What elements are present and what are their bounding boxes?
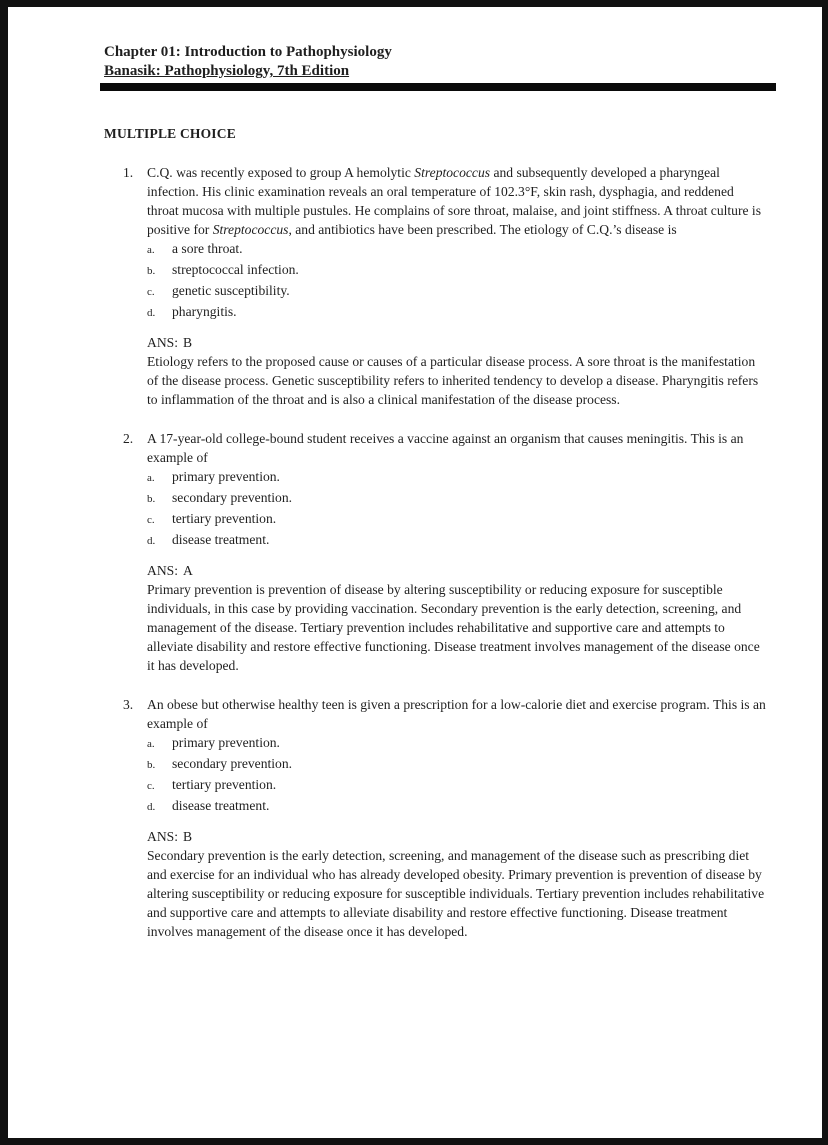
answer-letter: A: [182, 563, 193, 578]
question-item: [104, 163, 768, 409]
option-letter: b.: [147, 759, 156, 771]
option-text: disease treatment.: [172, 532, 270, 547]
question-item: [104, 429, 768, 675]
option-letter: c.: [147, 514, 155, 526]
option-row: [147, 302, 768, 323]
option-letter: d.: [147, 535, 156, 547]
option-text: tertiary prevention.: [172, 777, 277, 792]
answer-label: ANS:: [147, 335, 178, 350]
option-row: [147, 733, 768, 754]
section-heading: MULTIPLE CHOICE: [104, 126, 236, 141]
option-text: pharyngitis.: [172, 304, 237, 319]
answer-line: [147, 827, 768, 846]
option-letter: c.: [147, 780, 155, 792]
question-body: [147, 695, 768, 941]
option-letter: c.: [147, 286, 155, 298]
option-letter: b.: [147, 265, 156, 277]
chapter-title: Chapter 01: Introduction to Pathophysiology: [104, 44, 392, 60]
document-header: [104, 43, 768, 91]
answer-block: [147, 561, 768, 675]
answer-letter: B: [182, 829, 193, 844]
page-content: [8, 7, 822, 941]
answer-block: [147, 333, 768, 409]
question-stem: A 17-year-old college-bound student receives a vaccine against an organism that causes meningitis. This is an example of: [147, 431, 744, 465]
book-edition-title: Banasik: Pathophysiology, 7th Edition: [104, 63, 350, 79]
option-letter: a.: [147, 472, 155, 484]
option-row: [147, 281, 768, 302]
option-row: [147, 239, 768, 260]
option-row: [147, 488, 768, 509]
option-letter: a.: [147, 738, 155, 750]
option-text: streptococcal infection.: [172, 262, 299, 277]
questions-list: [104, 163, 768, 941]
option-text: genetic susceptibility.: [172, 283, 290, 298]
answer-letter: B: [182, 335, 193, 350]
option-text: a sore throat.: [172, 241, 243, 256]
question-body: [147, 163, 768, 409]
answer-line: [147, 333, 768, 352]
question-number: 1.: [123, 165, 134, 180]
answer-line: [147, 561, 768, 580]
option-text: primary prevention.: [172, 469, 280, 484]
option-letter: d.: [147, 307, 156, 319]
option-text: disease treatment.: [172, 798, 270, 813]
option-row: [147, 530, 768, 551]
answer-block: [147, 827, 768, 941]
answer-label: ANS:: [147, 563, 178, 578]
option-text: secondary prevention.: [172, 490, 293, 505]
option-letter: d.: [147, 801, 156, 813]
answer-rationale: Primary prevention is prevention of disease by altering susceptibility or reducing exposure for susceptible individuals, in this case by providing vaccination. Secondary prevention is the early detection, screening, and management of the disease. Tertiary prevention includes rehabilitative and supportive care and attempts to alleviate disability and restore effective functioning. Disease treatment involves management of the disease once it has developed.: [147, 582, 760, 673]
document-page: [8, 7, 822, 1138]
answer-rationale: Etiology refers to the proposed cause or causes of a particular disease process. A sore throat is the manifestation of the disease process. Genetic susceptibility refers to inherited tendency to develop a disease. Pharyngitis refers to inflammation of the throat and is also a clinical manifestation of the disease process.: [147, 354, 759, 407]
answer-label: ANS:: [147, 829, 178, 844]
options-list: [147, 239, 768, 323]
answer-rationale: Secondary prevention is the early detection, screening, and management of the disease such as prescribing diet and exercise for an individual who has already developed obesity. Primary prevention is prevention of disease by altering susceptibility or reducing exposure for susceptible individuals. Tertiary prevention includes rehabilitative and supportive care and attempts to alleviate disability and restore effective functioning. Disease treatment involves management of the disease once it has developed.: [147, 848, 765, 939]
option-row: [147, 467, 768, 488]
option-row: [147, 260, 768, 281]
question-stem: An obese but otherwise healthy teen is given a prescription for a low-calorie diet and exercise program. This is an example of: [147, 697, 766, 731]
question-stem: C.Q. was recently exposed to group A hemolytic Streptococcus and subsequently developed a pharyngeal infection. His clinic examination reveals an oral temperature of 102.3°F, skin rash, dysphagia, and reddened throat mucosa with multiple pustules. He complains of sore throat, malaise, and joint stiffness. A throat culture is positive for Streptococcus, and antibiotics have been prescribed. The etiology of C.Q.’s disease is: [147, 165, 762, 237]
option-row: [147, 796, 768, 817]
option-text: secondary prevention.: [172, 756, 293, 771]
option-letter: b.: [147, 493, 156, 505]
question-body: [147, 429, 768, 675]
option-text: tertiary prevention.: [172, 511, 277, 526]
option-row: [147, 509, 768, 530]
question-number: 2.: [123, 431, 134, 446]
option-row: [147, 754, 768, 775]
options-list: [147, 733, 768, 817]
question-number: 3.: [123, 697, 134, 712]
header-rule: [100, 83, 776, 91]
option-text: primary prevention.: [172, 735, 280, 750]
question-item: [104, 695, 768, 941]
options-list: [147, 467, 768, 551]
option-row: [147, 775, 768, 796]
option-letter: a.: [147, 244, 155, 256]
